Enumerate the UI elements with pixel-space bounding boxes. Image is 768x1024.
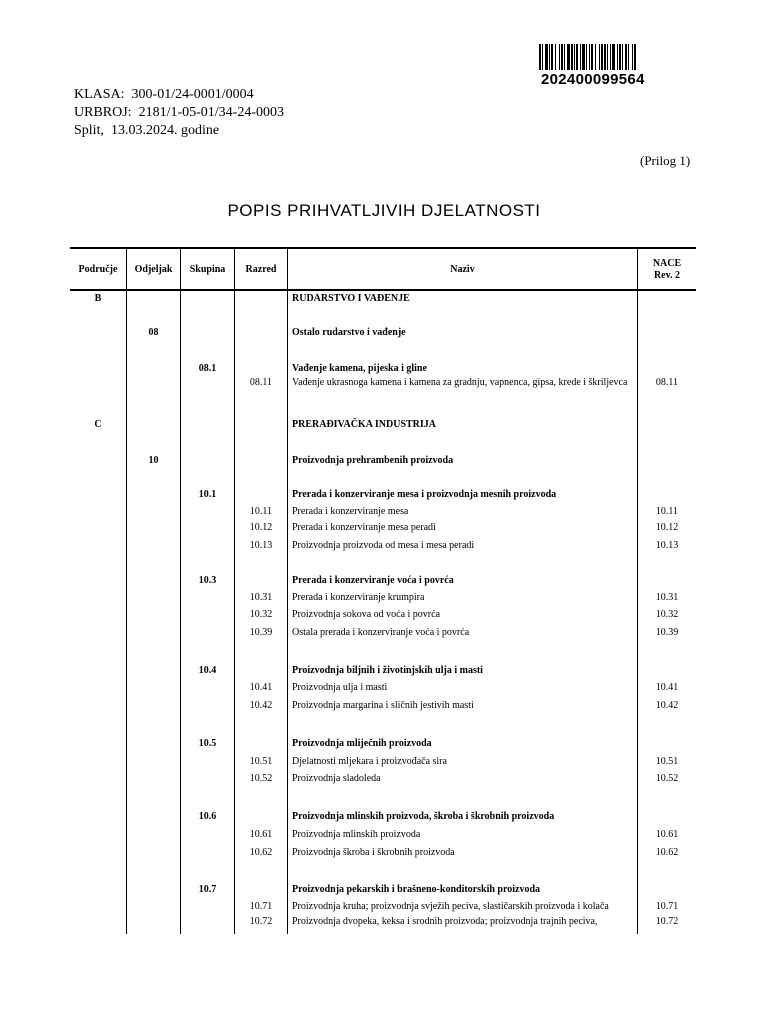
nace-code: 10.41: [655, 682, 679, 693]
nace-code: 10.71: [655, 901, 679, 912]
razred-code: 10.52: [249, 773, 273, 784]
skupina-naziv: Prerada i konzerviranje mesa i proizvodnja mesnih proizvoda: [292, 489, 557, 500]
skupina-code: 10.3: [198, 575, 217, 586]
razred-code: 10.61: [249, 829, 273, 840]
column-header-razred: Razred: [245, 264, 277, 275]
odjeljak-code: 08: [148, 327, 159, 338]
razred-code: 10.71: [249, 901, 273, 912]
barcode-number: 202400099564: [541, 71, 645, 88]
razred-code: 10.32: [249, 609, 273, 620]
razred-code: 10.62: [249, 847, 273, 858]
column-divider: [287, 248, 288, 934]
skupina-code: 10.5: [198, 738, 217, 749]
skupina-naziv: Proizvodnja pekarskih i brašneno-konditorskih proizvoda: [292, 884, 541, 895]
razred-code: 10.13: [249, 540, 273, 551]
odjeljak-naziv: Ostalo rudarstvo i vađenje: [292, 327, 406, 338]
nace-code: 10.42: [655, 700, 679, 711]
razred-code: 10.41: [249, 682, 273, 693]
nace-code: 10.39: [655, 627, 679, 638]
razred-naziv: Prerada i konzerviranje mesa peradi: [292, 522, 436, 533]
skupina-naziv: Proizvodnja biljnih i životinjskih ulja i masti: [292, 665, 483, 676]
razred-naziv: Proizvodnja margarina i sličnih jestivih masti: [292, 700, 474, 711]
barcode: [539, 44, 671, 70]
nace-code: 10.51: [655, 756, 679, 767]
odjeljak-naziv: Proizvodnja prehrambenih proizvoda: [292, 455, 454, 466]
skupina-naziv: Prerada i konzerviranje voća i povrća: [292, 575, 454, 586]
column-header-odjeljak: Odjeljak: [134, 264, 173, 275]
nace-code: 08.11: [655, 377, 679, 388]
razred-naziv: Vađenje ukrasnoga kamena i kamena za gradnju, vapnenca, gipsa, krede i škriljevca: [292, 377, 628, 388]
razred-code: 08.11: [249, 377, 273, 388]
column-header-skupina: Skupina: [189, 264, 226, 275]
razred-code: 10.39: [249, 627, 273, 638]
nace-code: 10.32: [655, 609, 679, 620]
nace-code: 10.12: [655, 522, 679, 533]
skupina-code: 10.4: [198, 665, 217, 676]
nace-code: 10.52: [655, 773, 679, 784]
razred-naziv: Proizvodnja sladoleda: [292, 773, 381, 784]
nace-code: 10.61: [655, 829, 679, 840]
razred-naziv: Prerada i konzerviranje mesa: [292, 506, 409, 517]
page-title: POPIS PRIHVATLJIVIH DJELATNOSTI: [227, 201, 541, 220]
place-date: Split, 13.03.2024. godine: [74, 123, 220, 138]
razred-naziv: Djelatnosti mljekara i proizvođača sira: [292, 756, 447, 767]
skupina-naziv: Vađenje kamena, pijeska i gline: [292, 363, 427, 374]
razred-code: 10.11: [249, 506, 273, 517]
razred-naziv: Proizvodnja ulja i masti: [292, 682, 388, 693]
klasa: KLASA: 300-01/24-0001/0004: [74, 87, 254, 102]
podrucje-code: B: [94, 293, 102, 304]
odjeljak-code: 10: [148, 455, 159, 466]
nace-code: 10.62: [655, 847, 679, 858]
razred-naziv: Proizvodnja mlinskih proizvoda: [292, 829, 421, 840]
skupina-code: 08.1: [198, 363, 217, 374]
razred-code: 10.42: [249, 700, 273, 711]
razred-code: 10.72: [249, 916, 273, 927]
skupina-naziv: Proizvodnja mlinskih proizvoda, škroba i škrobnih proizvoda: [292, 811, 555, 822]
razred-naziv: Proizvodnja škroba i škrobnih proizvoda: [292, 847, 455, 858]
column-header-nace: NACE Rev. 2: [652, 258, 682, 281]
skupina-code: 10.6: [198, 811, 217, 822]
nace-code: 10.11: [655, 506, 679, 517]
table-top-rule: [70, 247, 696, 249]
column-divider: [126, 248, 127, 934]
attachment-label: (Prilog 1): [640, 153, 691, 168]
razred-naziv: Prerada i konzerviranje krumpira: [292, 592, 425, 603]
skupina-code: 10.1: [198, 489, 217, 500]
razred-naziv: Proizvodnja sokova od voća i povrća: [292, 609, 441, 620]
column-header-podrucje: Područje: [78, 264, 118, 275]
podrucje-code: C: [94, 419, 102, 430]
razred-naziv: Proizvodnja kruha; proizvodnja svježih peciva, slastičarskih proizvoda i kolača: [292, 901, 609, 912]
razred-code: 10.31: [249, 592, 273, 603]
nace-code: 10.72: [655, 916, 679, 927]
table-header-rule: [70, 289, 696, 291]
column-divider: [180, 248, 181, 934]
nace-code: 10.13: [655, 540, 679, 551]
urbroj: URBROJ: 2181/1-05-01/34-24-0003: [74, 105, 284, 120]
podrucje-naziv: RUDARSTVO I VAĐENJE: [292, 293, 410, 304]
skupina-code: 10.7: [198, 884, 217, 895]
skupina-naziv: Proizvodnja mliječnih proizvoda: [292, 738, 432, 749]
razred-naziv: Ostala prerada i konzerviranje voća i povrća: [292, 627, 470, 638]
podrucje-naziv: PRERAĐIVAČKA INDUSTRIJA: [292, 419, 437, 430]
razred-naziv: Proizvodnja dvopeka, keksa i srodnih proizvoda; proizvodnja trajnih peciva,: [292, 916, 598, 927]
column-header-naziv: Naziv: [450, 264, 475, 275]
razred-code: 10.51: [249, 756, 273, 767]
razred-naziv: Proizvodnja proizvoda od mesa i mesa peradi: [292, 540, 475, 551]
nace-code: 10.31: [655, 592, 679, 603]
razred-code: 10.12: [249, 522, 273, 533]
